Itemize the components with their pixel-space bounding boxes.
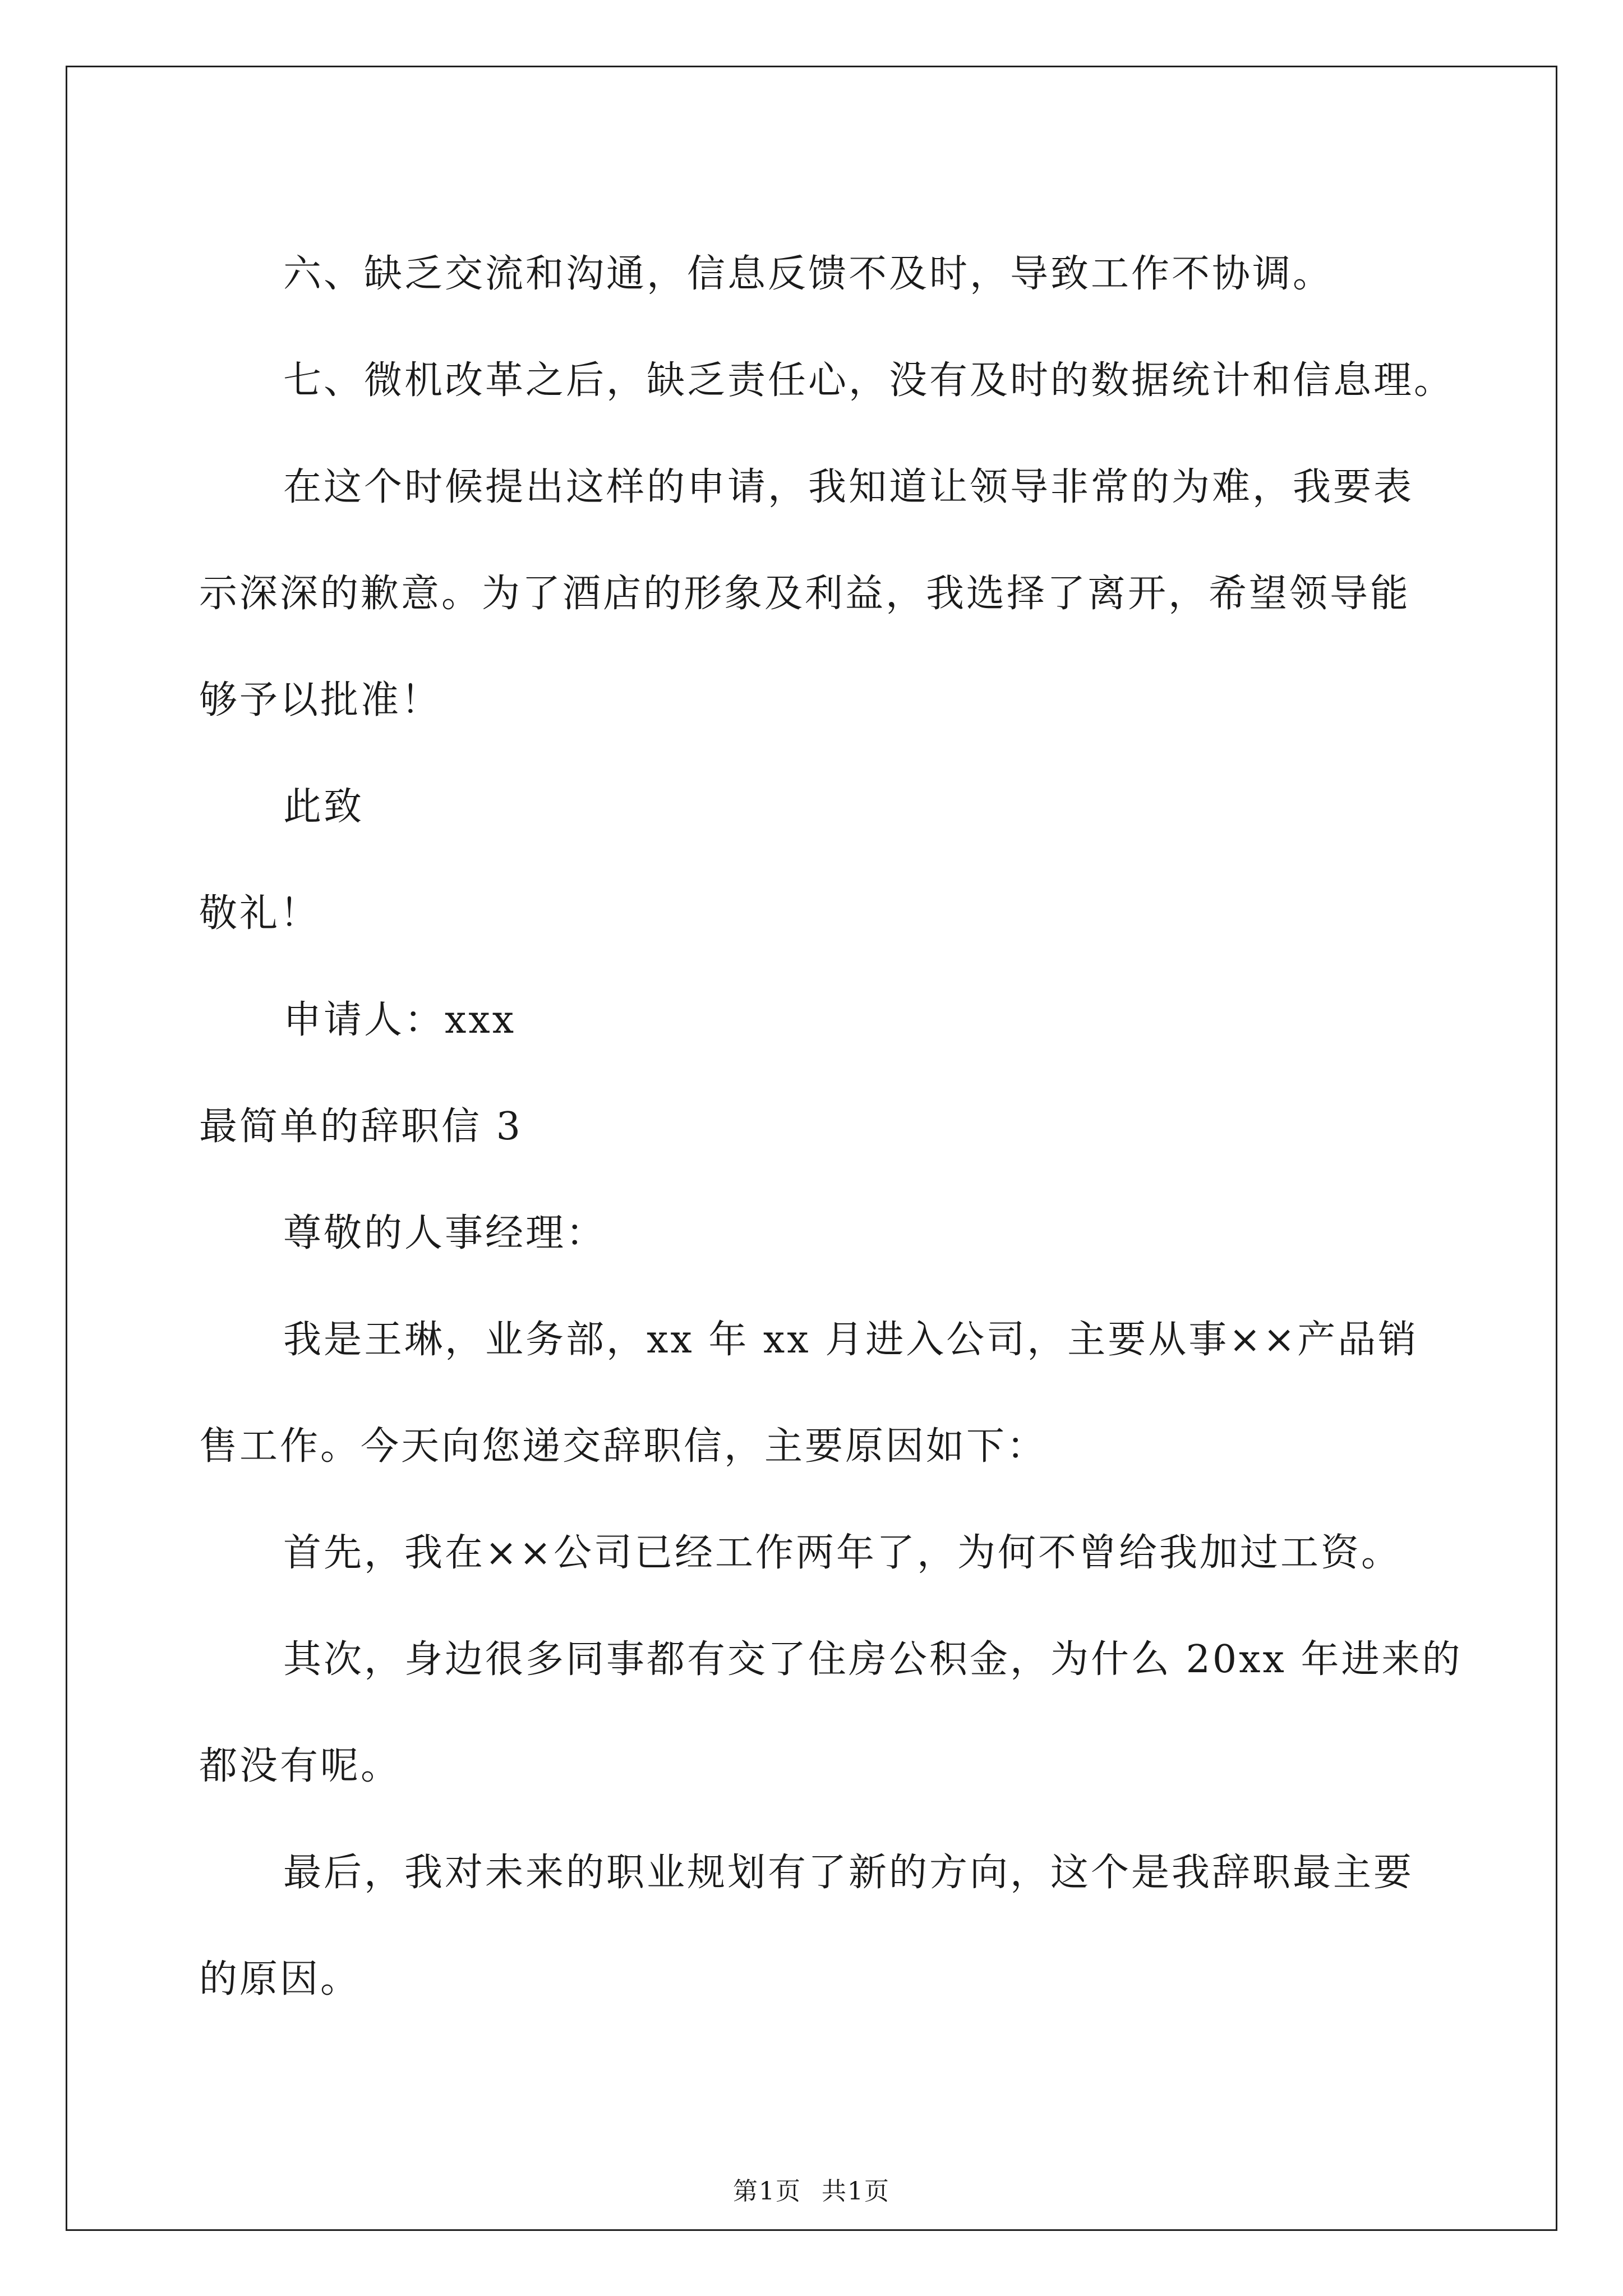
- body-line: 最后，我对未来的职业规划有了新的方向，这个是我辞职最主要: [283, 1851, 1414, 1895]
- body-line: 示深深的歉意。为了酒店的形象及利益，我选择了离开，希望领导能: [199, 572, 1411, 616]
- greeting: 尊敬的人事经理：: [283, 1211, 607, 1255]
- page-frame: [66, 66, 1557, 2231]
- closing-regards: 敬礼！: [199, 891, 321, 936]
- body-line: 售工作。今天向您递交辞职信，主要原因如下：: [199, 1424, 1048, 1469]
- body-line: 在这个时候提出这样的申请，我知道让领导非常的为难，我要表: [283, 465, 1414, 509]
- body-line: 首先，我在××公司已经工作两年了，为何不曾给我加过工资。: [283, 1531, 1401, 1575]
- section-heading: 最简单的辞职信 3: [199, 1105, 523, 1149]
- body-line: 其次，身边很多同事都有交了住房公积金，为什么 20xx 年进来的: [283, 1637, 1463, 1682]
- signature-line: 申请人：xxx: [283, 998, 517, 1042]
- body-line: 六、缺乏交流和沟通，信息反馈不及时，导致工作不协调。: [283, 252, 1334, 296]
- page-footer: [67, 2171, 1556, 2207]
- body-line: 七、微机改革之后，缺乏责任心，没有及时的数据统计和信息理。: [283, 358, 1455, 403]
- body-line: 都没有呢。: [199, 1744, 402, 1788]
- page-number: 第1页: [733, 2177, 801, 2206]
- page-total: 共1页: [822, 2177, 890, 2206]
- closing-salutation: 此致: [283, 785, 365, 829]
- body-line: 我是王琳，业务部，xx 年 xx 月进入公司，主要从事××产品销: [283, 1318, 1419, 1362]
- body-line: 的原因。: [199, 1957, 361, 2001]
- body-line: 够予以批准！: [199, 678, 442, 723]
